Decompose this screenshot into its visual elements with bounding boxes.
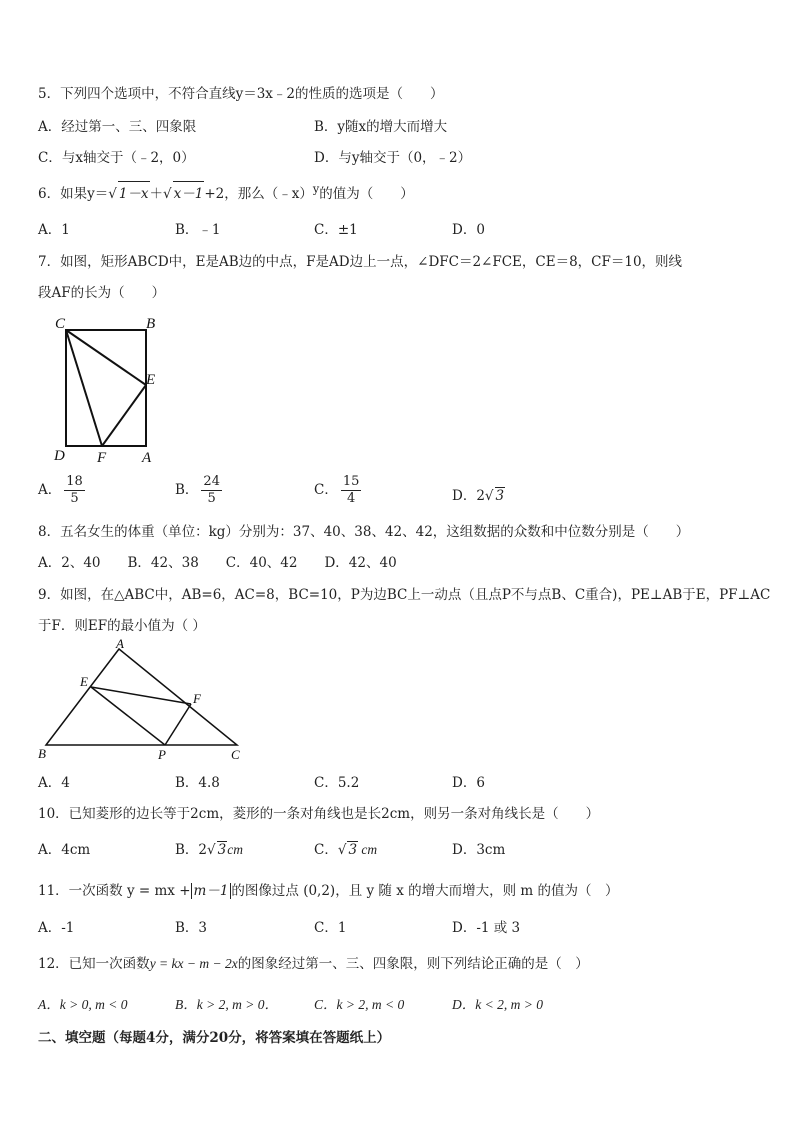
q12-stem: 12．已知一次函数y = kx − m − 2x的图象经过第一、三、四象限，则下列结论正确的是（ ）: [38, 956, 589, 972]
q9-segment-fp: [165, 704, 191, 745]
q6-option-c: C．±1: [314, 222, 358, 238]
q7-label-f: F: [97, 450, 107, 466]
q12-option-c: C．k > 2, m < 0: [314, 997, 405, 1012]
q12-option-b: B．k > 2, m > 0．: [175, 997, 278, 1012]
q9-label-f: F: [193, 691, 201, 706]
q11-option-c: C．1: [314, 920, 347, 936]
q7-label-b: B: [146, 316, 156, 332]
q6-radical-1: 1－x: [118, 181, 150, 202]
q9-segment-ep: [91, 687, 165, 745]
q7-segment-cf: [66, 330, 102, 446]
q9-triangle-figure: [34, 638, 249, 763]
q7-label-c: C: [55, 316, 66, 332]
q9-label-a: A: [116, 638, 124, 651]
q7-label-d: D: [54, 448, 65, 464]
q11-option-d: D．-1 或 3: [452, 920, 521, 936]
q11-option-a: A．-1: [38, 920, 75, 936]
q9-option-d: D．6: [452, 775, 485, 791]
q6-option-d: D．0: [452, 222, 485, 238]
q10-option-a: A．4cm: [38, 842, 91, 858]
q5-option-c: C．与x轴交于（﹣2，0）: [38, 150, 195, 166]
q12-function-expression: y = kx − m − 2x: [149, 956, 238, 971]
q10-option-b: B．2√ 3cm: [175, 842, 243, 858]
q5-option-d: D．与y轴交于（0，﹣2）: [314, 150, 472, 166]
q9-stem-line2: 于F．则EF的最小值为（ ）: [38, 618, 206, 634]
q10-stem: 10．已知菱形的边长等于2cm，菱形的一条对角线也是长2cm，则另一条对角线长是（ ）: [38, 806, 600, 822]
q11-absolute-value: m－1: [191, 883, 232, 899]
q6-stem: 6．如果y＝√ 1－x＋√ x－1+2，那么（﹣x）$^y$的值为（ ）: [38, 182, 414, 202]
q9-stem-line1: 9．如图，在△ABC中，AB=6，AC=8，BC=10，P为边BC上一动点（且点P不与点B、C重合)，PE⊥AB于E，PF⊥AC: [38, 587, 771, 603]
q7-option-a: A． $\frac{18}{5}$: [38, 474, 83, 506]
q6-option-a: A．1: [38, 222, 70, 238]
q5-option-b: B．y随x的增大而增大: [314, 119, 448, 135]
q8-stem: 8．五名女生的体重（单位：kg）分别为：37、40、38、42、42，这组数据的众数和中位数分别是（ ）: [38, 524, 690, 540]
q9-label-c: C: [231, 747, 240, 762]
q6-radical-2: x－1: [173, 181, 205, 202]
section-2-heading: 二、填空题（每题4分，满分20分，将答案填在答题纸上）: [38, 1030, 391, 1046]
q9-option-b: B．4.8: [175, 775, 220, 791]
q12-option-d: D．k < 2, m > 0: [452, 997, 543, 1012]
q7-segment-ce: [66, 330, 146, 385]
q9-label-e: E: [80, 674, 88, 689]
q11-stem: 11．一次函数 y = mx + m－1 的图像过点 (0,2)，且 y 随 x 的增大而增大，则 m 的值为（ ）: [38, 883, 619, 899]
q9-label-p: P: [158, 747, 166, 762]
q7-label-e: E: [146, 372, 156, 388]
q7-label-a: A: [142, 450, 152, 466]
q8-options: A．2、40 B．42、38 C．40、42 D．42、40: [38, 555, 397, 571]
q9-triangle-abc: [46, 649, 237, 745]
q5-option-a: A．经过第一、三、四象限: [38, 119, 197, 135]
q7-option-d: D．2√ 3: [452, 488, 505, 504]
q6-option-b: B．﹣1: [175, 222, 221, 238]
q5-stem: 5．下列四个选项中，不符合直线y＝3x﹣2的性质的选项是（ ）: [38, 86, 444, 102]
q10-option-d: D．3cm: [452, 842, 506, 858]
q9-option-c: C．5.2: [314, 775, 360, 791]
q10-option-c: C．√ 3 cm: [314, 842, 378, 858]
q9-label-b: B: [38, 746, 46, 761]
q7-option-b: B． $\frac{24}{5}$: [175, 474, 220, 506]
q7-rectangle-abcd: [66, 330, 146, 446]
q9-option-a: A．4: [38, 775, 70, 791]
q7-option-c: C． $\frac{15}{4}$: [314, 474, 360, 506]
q7-rectangle-figure: [40, 312, 170, 467]
q12-option-a: A．k > 0, m < 0: [38, 997, 128, 1012]
q7-stem-line1: 7．如图，矩形ABCD中，E是AB边的中点，F是AD边上一点，∠DFC＝2∠FCE，CE＝8，CF＝10，则线: [38, 254, 683, 270]
q11-option-b: B．3: [175, 920, 208, 936]
q7-stem-line2: 段AF的长为（ ）: [38, 285, 166, 301]
q7-segment-fe: [102, 385, 146, 446]
